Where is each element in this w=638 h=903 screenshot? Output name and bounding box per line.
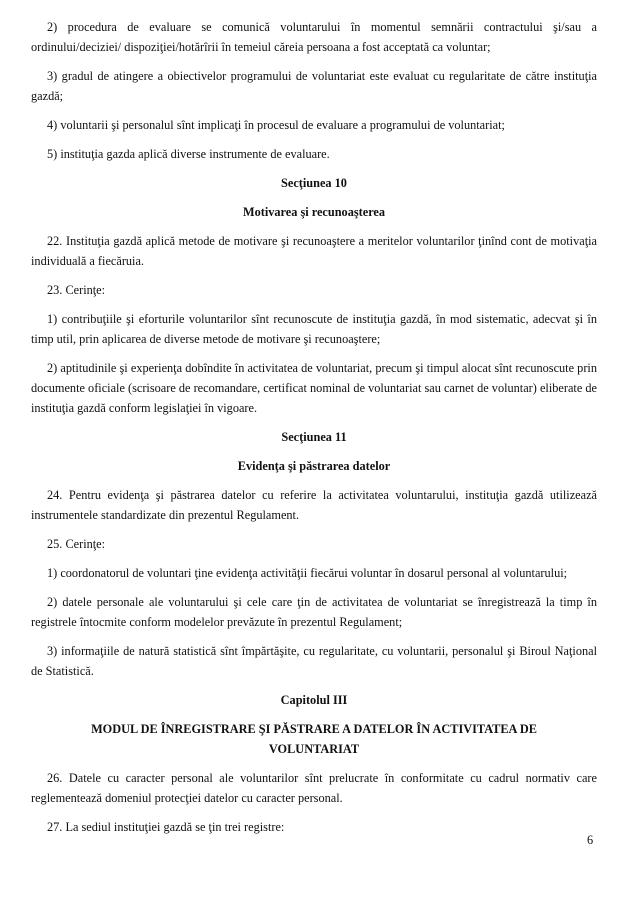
section-11-label: Secţiunea 11	[281, 430, 347, 444]
section-10-item-1: 1) contribuţiile şi eforturile voluntarilor sînt recunoscute de instituţia gazdă, în mod sistematic, adecvat şi în timp util, prin aplicarea de diverse metode de motivare şi recunoaştere;	[31, 312, 597, 346]
paragraph-23: 23. Cerinţe:	[47, 283, 106, 297]
section-11-title: Evidenţa şi păstrarea datelor	[237, 459, 391, 473]
paragraph-22: 22. Instituţia gazdă aplică metode de motivare şi recunoaştere a meritelor voluntarilor ţinînd cont de motivaţia individuală a fiecăruia.	[31, 234, 597, 268]
paragraph-evaluation-instruments: 5) instituţia gazda aplică diverse instrumente de evaluare.	[47, 147, 330, 161]
section-11-item-2: 2) datele personale ale voluntarului şi cele care ţin de activitatea de voluntariat se înregistrează la timp în registrele întocmite conform modelelor prevăzute în prezentul Regulament;	[31, 595, 597, 629]
page-number: 6	[587, 833, 594, 847]
section-10-title: Motivarea şi recunoaşterea	[242, 205, 386, 219]
document-body	[31, 17, 597, 846]
paragraph-27: 27. La sediul instituţiei gazdă se ţin trei registre:	[47, 820, 285, 834]
section-11-item-3: 3) informaţiile de natură statistică sînt împărtăşite, cu regularitate, cu voluntarii, personalul şi Biroul Naţional de Statistică.	[31, 644, 597, 678]
paragraph-evaluation-procedure: 2) procedura de evaluare se comunică voluntarului în momentul semnării contractului şi/sau a ordinului/deciziei/ dispoziţiei/hotărîrii în temeiul căreia persoana a fost acceptată ca voluntar;	[31, 20, 597, 54]
section-10-item-2: 2) aptitudinile şi experienţa dobîndite în activitatea de voluntariat, precum şi timpul alocat sînt recunoscute prin documente oficiale (scrisoare de recomandare, certificat nominal de voluntariat sau carnet de voluntar) eliberate de instituţia gazdă conform legislaţiei în vigoare.	[31, 361, 597, 415]
chapter-3-title: MODUL DE ÎNREGISTRARE ŞI PĂSTRARE A DATELOR ÎN ACTIVITATEA DE VOLUNTARIAT	[91, 722, 537, 756]
paragraph-volunteer-involvement: 4) voluntarii şi personalul sînt implicaţi în procesul de evaluare a programului de voluntariat;	[47, 118, 505, 132]
section-10-label: Secţiunea 10	[281, 176, 347, 190]
chapter-3-label: Capitolul III	[280, 693, 348, 707]
section-11-item-1: 1) coordonatorul de voluntari ţine evidenţa activităţii fiecărui voluntar în dosarul personal al voluntarului;	[47, 566, 568, 580]
paragraph-26: 26. Datele cu caracter personal ale voluntarilor sînt prelucrate în conformitate cu cadrul normativ care reglementează domeniul protecţiei datelor cu caracter personal.	[31, 771, 597, 805]
paragraph-objectives-evaluation: 3) gradul de atingere a obiectivelor programului de voluntariat este evaluat cu regularitate de către instituţia gazdă;	[31, 69, 597, 103]
paragraph-25: 25. Cerinţe:	[47, 537, 106, 551]
paragraph-24: 24. Pentru evidenţa şi păstrarea datelor cu referire la activitatea voluntarului, instituţia gazdă utilizează instrumentele standardizate din prezentul Regulament.	[31, 488, 597, 522]
